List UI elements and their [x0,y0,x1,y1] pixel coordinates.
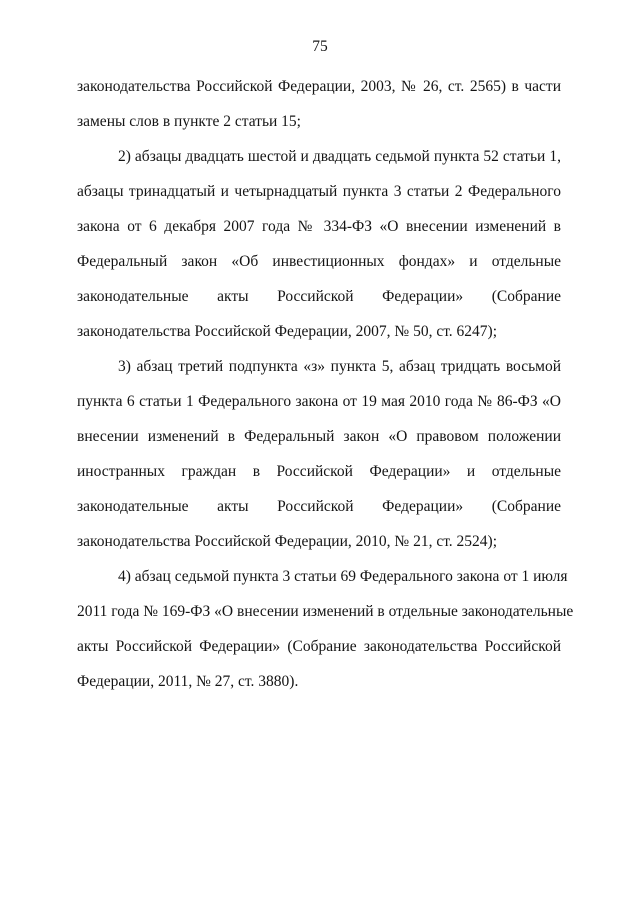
text-line: иностранных граждан в Российской Федерации» и отдельные [77,463,561,480]
text-line: внесении изменений в Федеральный закон «О правовом положении [77,428,561,445]
text-line: 4) абзац седьмой пункта 3 статьи 69 Федерального закона от 1 июля [118,568,568,585]
paragraph-item-3 [77,357,561,567]
text-line: замены слов в пункте 2 статьи 15; [77,113,301,130]
text-line: законодательства Российской Федерации, 2010, № 21, ст. 2524); [77,533,498,550]
text-line: пункта 6 статьи 1 Федерального закона от 19 мая 2010 года № 86-ФЗ «О [77,393,561,410]
text-line: абзацы тринадцатый и четырнадцатый пункта 3 статьи 2 Федерального [77,183,561,200]
paragraph-item-2 [77,147,561,357]
paragraph-continuation [77,77,561,147]
text-line: 2) абзацы двадцать шестой и двадцать седьмой пункта 52 статьи 1, [118,148,561,165]
text-line: 3) абзац третий подпункта «з» пункта 5, абзац тридцать восьмой [118,358,561,375]
text-line: акты Российской Федерации» (Собрание законодательства Российской [77,638,561,655]
text-line: Федерации, 2011, № 27, ст. 3880). [77,673,299,690]
text-line: законодательные акты Российской Федерации» (Собрание [77,288,561,305]
text-line: 2011 года № 169-ФЗ «О внесении изменений в отдельные законодательные [77,603,574,620]
text-line: законодательства Российской Федерации, 2003, № 26, ст. 2565) в части [77,78,561,95]
page-number: 75 [312,38,328,55]
paragraph-item-4 [77,567,574,707]
text-line: законодательства Российской Федерации, 2007, № 50, ст. 6247); [77,323,498,340]
document-body [77,77,574,707]
text-line: Федеральный закон «Об инвестиционных фондах» и отдельные [77,253,561,270]
text-line: законодательные акты Российской Федерации» (Собрание [77,498,561,515]
text-line: закона от 6 декабря 2007 года № 334-ФЗ «О внесении изменений в [77,218,561,235]
